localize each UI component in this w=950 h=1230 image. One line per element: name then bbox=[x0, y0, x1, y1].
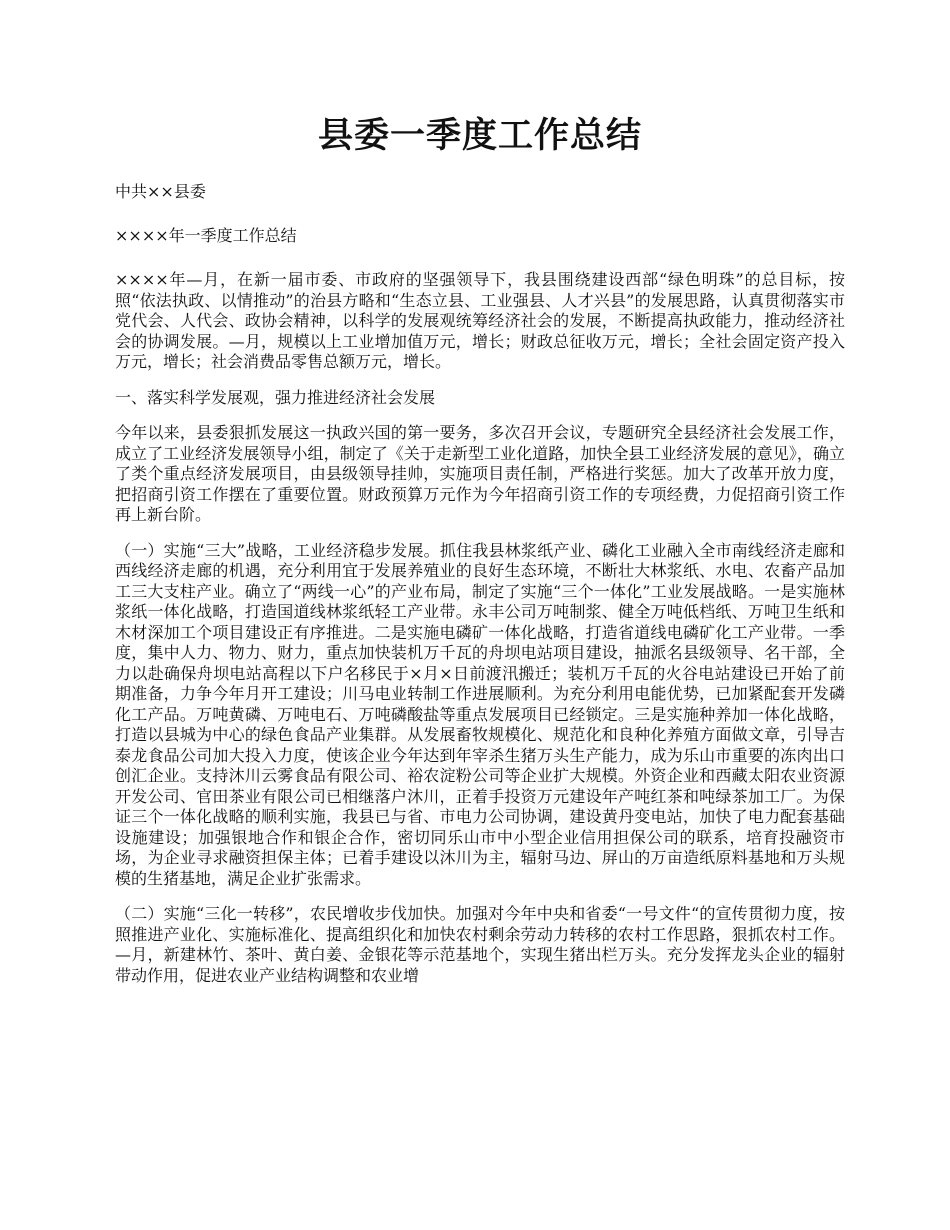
subtitle-line: ××××年一季度工作总结 bbox=[115, 226, 297, 245]
paragraph-section-one-overview: 今年以来，县委狠抓发展这一执政兴国的第一要务，多次召开会议，专题研究全县经济社会发展工作，成立了工业经济发展领导小组，制定了《关于走新型工业化道路，加快全县工业经济发展的意见》，确立了类个重点经济发展项目，由县级领导挂帅，实施项目责任制，严格进行奖惩。加大了改革开放力度，把招商引资工作摆在了重要位置。财政预算万元作为今年招商引资工作的专项经费，力促招商引资工作再上新台阶。 bbox=[115, 423, 845, 524]
document-title: 县委一季度工作总结 bbox=[317, 116, 642, 156]
section-heading: 一、落实科学发展观，强力推进经济社会发展 bbox=[115, 387, 436, 407]
paragraph-intro: ××××年—月，在新一届市委、市政府的坚强领导下，我县围绕建设西部“绿色明珠”的总目标，按照“依法执政、以情推动”的治县方略和“生态立县、工业强县、人才兴县”的发展思路，认真贯彻落实市党代会、人代会、政协会精神，以科学的发展观统筹经济社会的发展，不断提高执政能力，推动经济社会的协调发展。—月，规模以上工业增加值万元，增长；财政总征收万元，增长；全社会固定资产投入万元，增长；社会消费品零售总额万元，增长。 bbox=[115, 270, 845, 371]
paragraph-agriculture: （二）实施“三化一转移”，农民增收步伐加快。加强对今年中央和省委“一号文件“的宣传贯彻力度，按照推进产业化、实施标准化、提高组织化和加快农村剩余劳动力转移的农村工作思路，狠抓农村工作。—月，新建林竹、茶叶、黄白姜、金银花等示范基地个，实现生猪出栏万头。充分发挥龙头企业的辐射带动作用，促进农业产业结构调整和农业增 bbox=[115, 904, 845, 985]
paragraph-industry-strategy: （一）实施“三大”战略，工业经济稳步发展。抓住我县林浆纸产业、磷化工业融入全市南线经济走廊和西线经济走廊的机遇，充分利用宜于发展养殖业的良好生态环境，不断壮大林浆纸、水电、农畜产品加工三大支柱产业。确立了“两线一心”的产业布局，制定了实施“三个一体化”工业发展战略。一是实施林浆纸一体化战略，打造国道线林浆纸轻工产业带。永丰公司万吨制浆、健全万吨低档纸、万吨卫生纸和木材深加工个项目建设正有序推进。二是实施电磷矿一体化战略，打造省道线电磷矿化工产业带。一季度，集中人力、物力、财力，重点加快装机万千瓦的舟坝电站项目建设，抽派名县级领导、名干部，全力以赴确保舟坝电站高程以下户名移民于×月×日前渡汛搬迁；装机万千瓦的火谷电站建设已开始了前期准备，力争今年月开工建设；川马电业转制工作进展顺利。为充分利用电能优势，已加紧配套开发磷化工产品。万吨黄磷、万吨电石、万吨磷酸盐等重点发展项目已经锁定。三是实施种养加一体化战略，打造以县城为中心的绿色食品产业集群。从发展畜牧规模化、规范化和良种化养殖方面做文章，引导吉泰龙食品公司加大投入力度，使该企业今年达到年宰杀生猪万头生产能力，成为乐山市重要的冻肉出口创汇企业。支持沐川云雾食品有限公司、裕农淀粉公司等企业扩大规模。外资企业和西藏太阳农业资源开发公司、官田茶业有限公司已相继落户沐川，正着手投资万元建设年产吨红茶和吨绿茶加工厂。为保证三个一体化战略的顺利实施，我县已与省、市电力公司协调，建设黄丹变电站，加快了电力配套基础设施建设；加强银地合作和银企合作，密切同乐山市中小型企业信用担保公司的联系，培育投融资市场，为企业寻求融资担保主体；已着手建设以沐川为主，辐射马边、屏山的万亩造纸原料基地和万头规模的生猪基地，满足企业扩张需求。 bbox=[115, 540, 845, 888]
author-line: 中共××县委 bbox=[115, 182, 206, 201]
document-page bbox=[115, 112, 845, 1001]
